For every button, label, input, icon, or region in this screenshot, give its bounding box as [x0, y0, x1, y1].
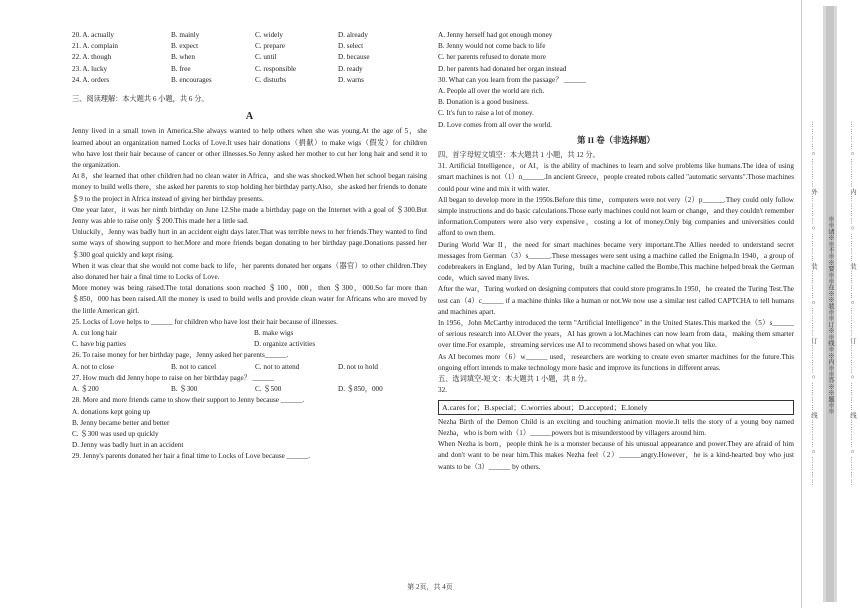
part-2-title: 第 II 卷（非选择题） — [577, 135, 655, 145]
option: C. widely — [255, 31, 283, 39]
question-30: 30. What can you learn from the passage？ ______ — [438, 75, 586, 84]
option: C. disturbs — [255, 75, 287, 84]
question-25-options-row2 — [72, 339, 427, 350]
paragraph: Jenny lived in a small town in America.She always wanted to help others when she was young.At the age of 5，she learned about an organization named Locks of Love.It uses hair donations（捐献）to make wigs（假发）for children who have lost their hair because of cancer or other illnesses.So Jenny asked her mother to cut her long hair and send it to the organization. — [72, 127, 427, 170]
binding-warning: ※※请※※不※※要※※在※※装※※订※※线※※内※※答※※题※※ — [827, 215, 834, 415]
option: C. ＄500 — [255, 385, 282, 394]
question-28-option: B. Jenny became better and better — [72, 418, 170, 427]
paragraph: All began to develop more in the 1950s.Before this time，computers were not very（2）p______.They could only follow simple instructions and do basic calculations.Those early machines could not learn or change，and they couldn't remember information.Computers were also very expensive，costing a lot of money.Only big companies and universities could afford to own them. — [438, 195, 794, 238]
option: C. not to attend — [255, 362, 300, 371]
option: D. warns — [338, 75, 364, 84]
question-29-option: C. her parents refused to donate more — [438, 53, 546, 62]
option: 22. A. though — [72, 53, 112, 62]
paragraph: When it was clear that she would not come back to life，her parents donated her organs（器官）to other children.They also donated her hair a final time to Locks of Love. — [72, 261, 427, 282]
question-29-option: B. Jenny would not come back to life — [438, 42, 546, 51]
option: D. not to hold — [338, 362, 378, 371]
option: B. encourages — [171, 75, 212, 84]
option: C. prepare — [255, 42, 285, 51]
option-row — [72, 75, 427, 86]
question-29-option: D. her parents had donated her organ instead — [438, 64, 567, 73]
paragraph: 31. Artificial Intelligence，or AI，is the ability of machines to learn and solve problems like humans.The idea of using smart machines is not（1）n______.In ancient Greece，people created robots called "automatic servants".Those machines could pour wine and mix it with water. — [438, 162, 794, 193]
option: D. select — [338, 42, 364, 51]
passage-title: A — [245, 111, 254, 123]
option: B. expect — [171, 42, 199, 51]
paragraph: At 8，she learned that other children had no clean water in Africa，and she was shocked.When her school began raising money to build wells there，she asked her parents to stop holding her birthday party.Also，she asked her friends to donate ＄9 to the project in Africa instead of giving her birthday presents. — [72, 172, 427, 203]
option: B. make wigs — [254, 329, 294, 338]
passage-31 — [438, 161, 794, 374]
option: A. cut long hair — [72, 329, 118, 338]
paragraph: In 1956，John McCarthy introduced the term "Artificial Intelligence" in the United States.This marked the（5）s______ of serious research into AI.Over the years，AI has grown a lot.Machines can now learn from data，making them smarter over time.For example，streaming services use AI to recommend shows based on what you like. — [438, 319, 794, 350]
question-30-option: D. Love comes from all over the world. — [438, 120, 552, 129]
question-30-option: B. Donation is a good business. — [438, 98, 529, 107]
option: C. responsible — [255, 64, 297, 73]
option-row — [72, 41, 427, 52]
option: B. mainly — [171, 31, 200, 39]
option-row — [72, 52, 427, 63]
option: B. not to cancel — [171, 362, 217, 371]
option: A. ＄200 — [72, 385, 99, 394]
question-28-option: A. donations kept going up — [72, 407, 151, 416]
question-25-options-row1 — [72, 328, 427, 339]
option: C. until — [255, 53, 277, 62]
paragraph: When Nezha is born，people think he is a monster because of his unusual appearance and power.They are afraid of him and don't want to be near him.This makes Nezha feel（2）______angry.However，he is a kind-hearted boy who just wants to be（3）______ by others. — [438, 440, 794, 471]
question-27: 27. How much did Jenny hope to raise on her birthday page？ ______ — [72, 373, 275, 382]
option: A. not to close — [72, 362, 114, 371]
option: 21. A. complain — [72, 42, 118, 51]
question-25: 25. Locks of Love helps to ______ for children who have lost their hair because of illnesses. — [72, 317, 338, 326]
option: D. already — [338, 31, 368, 39]
paragraph: Nezha Birth of the Demon Child is an exciting and touching animation movie.It tells the story of a young boy named Nezha，who is born with（1）______powers but is misunderstood by villagers around him. — [438, 417, 794, 437]
option-row — [72, 64, 427, 75]
paragraph: During World War II，the need for smart machines became very important.The Allies needed to understand secret messages from German（3）s______.These messages were sent using a machine called the Enigma.In 1940，a group of codebreakers in England，led by Alan Turing，built a machine called the Bombe.This machine helped break the German code，which saved many lives. — [438, 240, 794, 283]
question-30-option: C. It's fun to raise a lot of money. — [438, 109, 534, 118]
option: 24. A. orders — [72, 75, 110, 84]
left-column — [72, 30, 427, 463]
question-28: 28. More and more friends came to show their support to Jenny because ______. — [72, 396, 305, 405]
question-29: 29. Jenny's parents donated her hair a final time to Locks of Love because ______. — [72, 452, 311, 461]
section-heading-cloze: 四、首字母短文填空：本大题共 1 小题，共 12 分。 — [438, 151, 600, 160]
option: D. organize activities — [254, 340, 316, 349]
word-bank-box: A.cares for；B.special；C.worries about；D.accepted；E.lonely — [438, 400, 794, 415]
page-footer: 第 2页，共 4页 — [407, 583, 453, 591]
paragraph: As AI becomes more（6）w______ used，researchers are working to create even smarter machines for the future.This ongoing effort intends to make technology more basic and improve its functions in different areas. — [438, 352, 794, 372]
paragraph: Unluckily，Jenny was badly hurt in an accident eight days later.That was terrible news to her friends.They wanted to find some ways of showing support to her.More and more friends began donating to her birthday page.Donations passed her ＄300 goal quickly and kept rising. — [72, 228, 427, 259]
question-26: 26. To raise money for her birthday page，Jenny asked her parents______. — [72, 351, 289, 360]
option: B. ＄300 — [171, 385, 198, 394]
option: D. ready — [338, 64, 363, 73]
option: B. free — [171, 64, 191, 73]
option-row — [72, 30, 427, 41]
option: 23. A. lucky — [72, 64, 108, 73]
question-26-options — [72, 362, 427, 373]
option: D. because — [338, 53, 370, 62]
paragraph: One year later，it was her ninth birthday on June 12.She made a birthday page on the Internet with a goal of ＄300.But Jenny was able to raise only ＄200.This made her a little sad. — [72, 205, 427, 226]
section-heading-reading: 三、阅读理解：本大题共 6 小题，共 6 分。 — [72, 95, 209, 104]
binding-line-outer: …………○…………外…………○…………装…………○…………订…………○…………线…………○………… — [810, 121, 817, 487]
passage-a — [72, 126, 427, 316]
options-block-20-24 — [72, 30, 427, 86]
binding-line-inner: …………○…………内…………○…………装…………○…………订…………○…………线…………○………… — [849, 121, 856, 487]
section-heading-word-choice: 五、选词填空-短文：本大题共 1 小题，共 8 分。 — [438, 375, 592, 384]
question-27-options — [72, 384, 427, 395]
option: D. ＄850，000 — [338, 385, 383, 394]
option: 20. A. actually — [72, 31, 114, 39]
option: B. when — [171, 53, 195, 62]
right-column — [438, 30, 794, 473]
paragraph: More money was being raised.The total donations soon reached ＄100，000，then ＄300，000.So far more than ＄850，000 has been raised.All the money is used to build wells and provide clean water for Africans who are moved by the little American girl. — [72, 284, 427, 315]
paragraph: After the war，Turing worked on designing computers that could store programs.In 1950，he created the Turing Test.The test can（4）c______ if a machine thinks like a human or not.We now use a similar test called CAPTCHA to tell humans and machines apart. — [438, 285, 794, 316]
question-32-number: 32. — [438, 386, 447, 395]
question-28-option: D. Jenny was badly hurt in an accident — [72, 441, 184, 450]
passage-32 — [438, 417, 794, 473]
question-30-option: A. People all over the world are rich. — [438, 87, 545, 96]
question-28-option: C. ＄300 was used up quickly — [72, 429, 159, 438]
option: C. have big parties — [72, 340, 126, 349]
question-29-option: A. Jenny herself had got enough money — [438, 31, 553, 39]
